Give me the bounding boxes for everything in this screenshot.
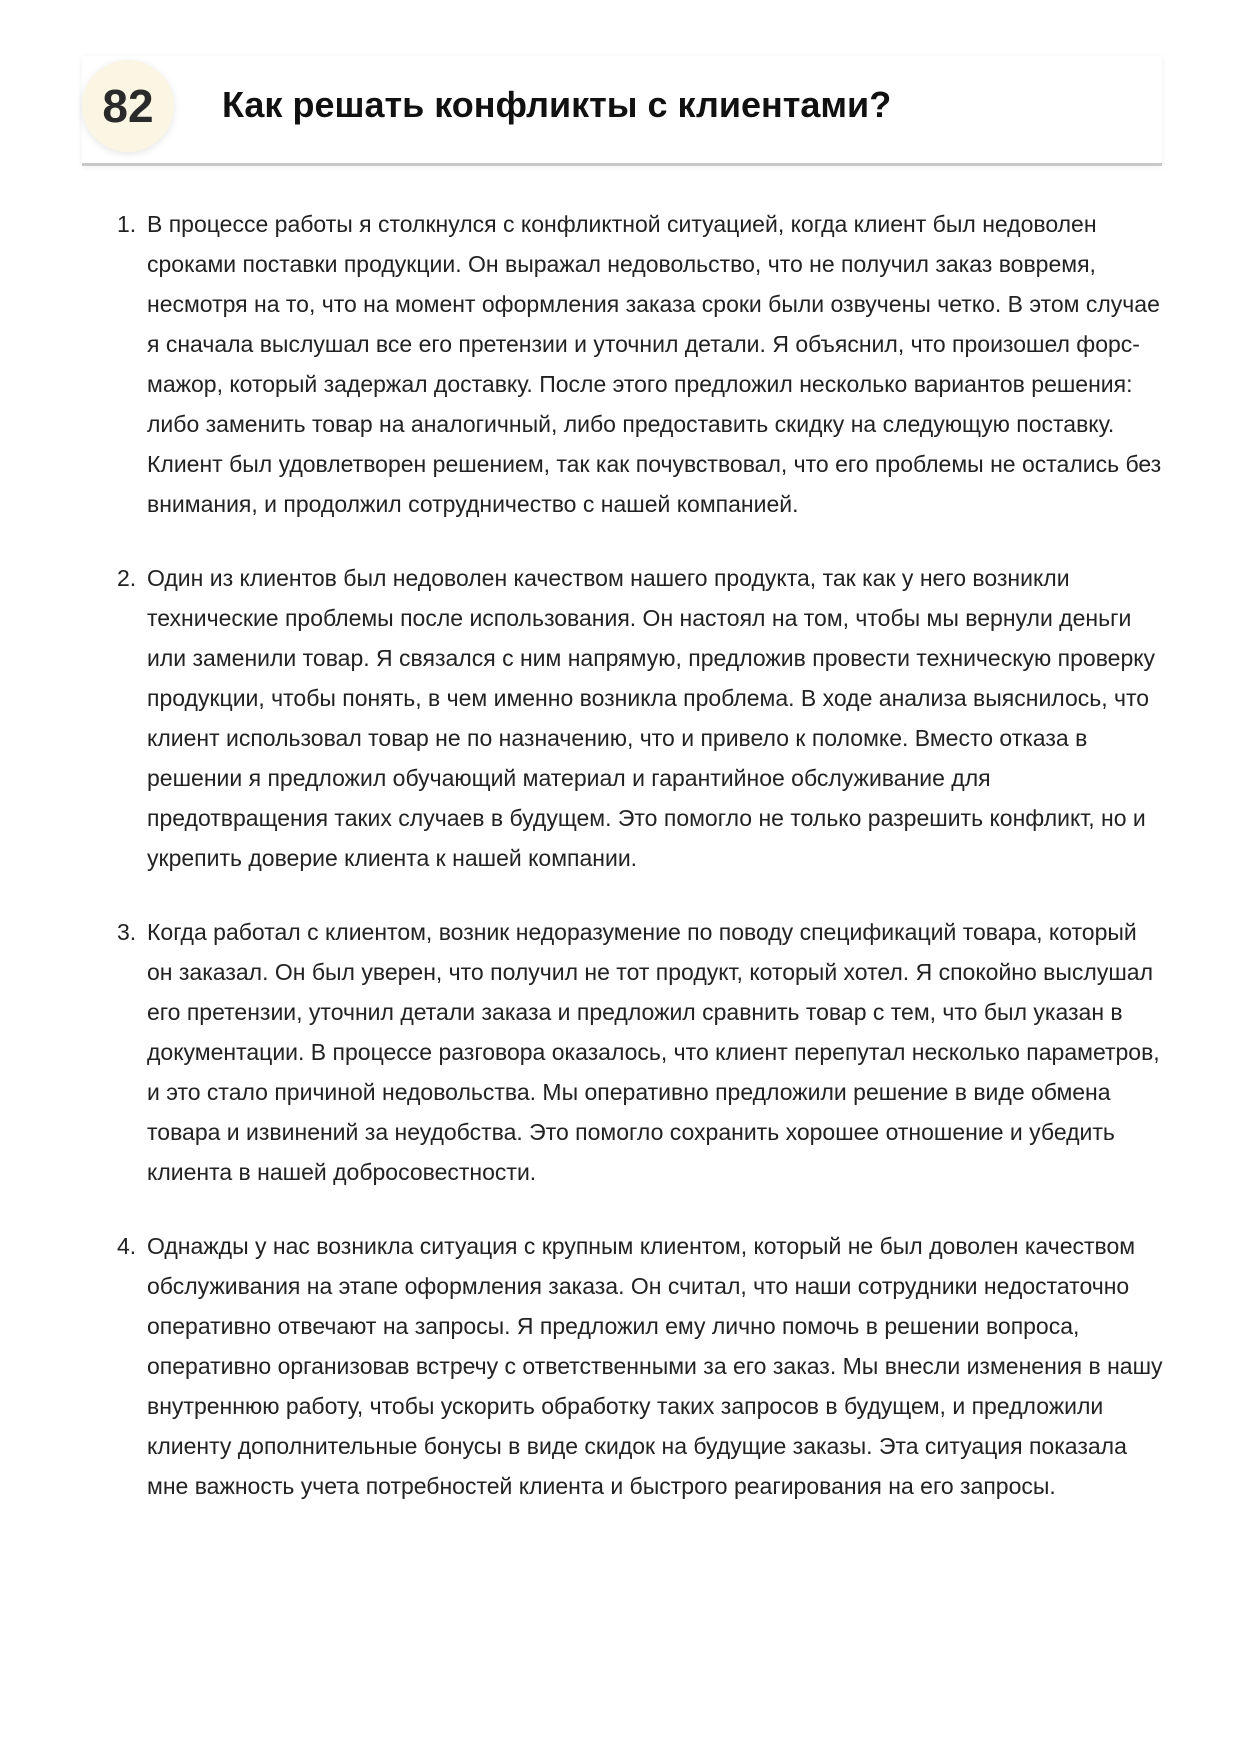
answer-number: 2.	[117, 565, 137, 591]
answer-item	[117, 1226, 1167, 1506]
answer-item	[117, 558, 1167, 878]
page-title: Как решать конфликты с клиентами?	[222, 84, 892, 125]
answer-number: 4.	[117, 1233, 137, 1259]
answer-number: 3.	[117, 919, 137, 945]
answer-text: В процессе работы я столкнулся с конфликтной ситуацией, когда клиент был недоволен сроками поставки продукции. Он выражал недовольство, что не получил заказ вовремя, несмотря на то, что на момент оформления заказа сроки были озвучены четко. В этом случае я сначала выслушал все его претензии и уточнил детали. Я объяснил, что произошел форс-мажор, который задержал доставку. После этого предложил несколько вариантов решения: либо заменить товар на аналогичный, либо предоставить скидку на следующую поставку. Клиент был удовлетворен решением, так как почувствовал, что его проблемы не остались без внимания, и продолжил сотрудничество с нашей компанией.	[147, 211, 1162, 517]
answer-text: Однажды у нас возникла ситуация с крупным клиентом, который не был доволен качеством обслуживания на этапе оформления заказа. Он считал, что наши сотрудники недостаточно оперативно отвечают на запросы. Я предложил ему лично помочь в решении вопроса, оперативно организовав встречу с ответственными за его заказ. Мы внесли изменения в нашу внутреннюю работу, чтобы ускорить обработку таких запросов в будущем, и предложили клиенту дополнительные бонусы в виде скидок на будущие заказы. Эта ситуация показала мне важность учета потребностей клиента и быстрого реагирования на его запросы.	[147, 1233, 1163, 1499]
answer-text: Когда работал с клиентом, возник недоразумение по поводу спецификаций товара, который он заказал. Он был уверен, что получил не тот продукт, который хотел. Я спокойно выслушал его претензии, уточнил детали заказа и предложил сравнить товар с тем, что был указан в документации. В процессе разговора оказалось, что клиент перепутал несколько параметров, и это стало причиной недовольства. Мы оперативно предложили решение в виде обмена товара и извинений за неудобства. Это помогло сохранить хорошее отношение и убедить клиента в нашей добросовестности.	[147, 919, 1160, 1185]
page-header	[82, 56, 1162, 166]
page-number-badge: 82	[82, 60, 174, 152]
answer-list	[117, 204, 1167, 1540]
answer-item	[117, 912, 1167, 1192]
answer-number: 1.	[117, 211, 137, 237]
answer-item	[117, 204, 1167, 524]
answer-text: Один из клиентов был недоволен качеством нашего продукта, так как у него возникли технические проблемы после использования. Он настоял на том, чтобы мы вернули деньги или заменили товар. Я связался с ним напрямую, предложив провести техническую проверку продукции, чтобы понять, в чем именно возникла проблема. В ходе анализа выяснилось, что клиент использовал товар не по назначению, что и привело к поломке. Вместо отказа в решении я предложил обучающий материал и гарантийное обслуживание для предотвращения таких случаев в будущем. Это помогло не только разрешить конфликт, но и укрепить доверие клиента к нашей компании.	[147, 565, 1156, 871]
